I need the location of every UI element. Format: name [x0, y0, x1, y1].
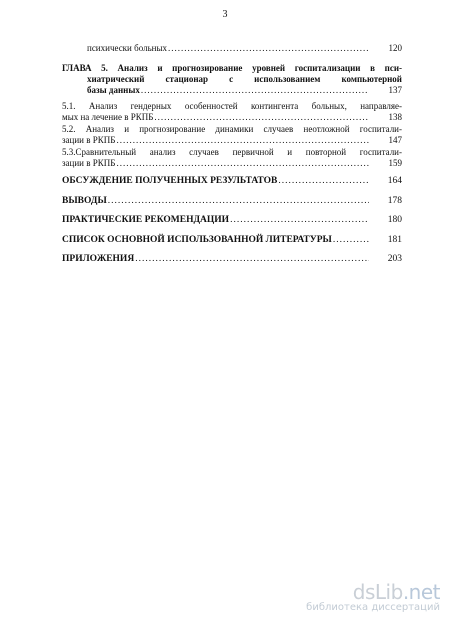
- toc-entry-text: зации в РКПБ: [62, 158, 116, 168]
- toc-page-number: 203: [387, 254, 402, 264]
- toc-entry-text: ОБСУЖДЕНИЕ ПОЛУЧЕННЫХ РЕЗУЛЬТАТОВ: [62, 176, 278, 186]
- leader-dots: [278, 176, 369, 187]
- toc-entry-text: 5.1. Анализ гендерных особенностей контингента больных, направляе-: [62, 101, 402, 111]
- toc-entry-text: зации в РКПБ: [62, 135, 116, 145]
- toc-entry-appendices: [62, 254, 402, 265]
- toc-entry-text: ПРИЛОЖЕНИЯ: [62, 254, 135, 264]
- toc-entry-text: 5.2. Анализ и прогнозирование динамики случаев неотложной госпитали-: [62, 124, 402, 134]
- toc-entry-practical-recommendations: [62, 215, 402, 226]
- toc-page-number: 181: [387, 235, 402, 245]
- toc-page-number: 120: [388, 43, 402, 53]
- leader-dots: [116, 135, 369, 146]
- leader-dots: [333, 235, 369, 246]
- toc-entry-text: ВЫВОДЫ: [62, 196, 107, 206]
- toc-page-number: 137: [388, 85, 402, 95]
- watermark-logo-main: dsLib: [352, 580, 403, 604]
- toc-entry-text: базы данных: [87, 85, 140, 95]
- watermark-logo-tld: .net: [402, 580, 440, 604]
- toc-entry-section-5-3: [62, 147, 402, 169]
- toc-entry-text: хиатрический стационар с использованием компьютерной: [87, 74, 402, 84]
- toc-entry-section-5-2: [62, 124, 402, 146]
- toc-page-number: 147: [388, 135, 402, 145]
- toc-entry-text: 5.3.Сравнительный анализ случаев первичной и повторной госпитали-: [62, 147, 402, 157]
- toc-page-number: 159: [388, 158, 402, 168]
- leader-dots: [154, 112, 369, 123]
- toc-entry-text: мых на лечение в РКПБ: [62, 112, 154, 122]
- toc-entry-text: ПРАКТИЧЕСКИЕ РЕКОМЕНДАЦИИ: [62, 215, 230, 225]
- toc-entry-references: [62, 235, 402, 246]
- toc-page-number: 164: [387, 176, 402, 186]
- leader-dots: [141, 85, 369, 96]
- toc-entry-text: СПИСОК ОСНОВНОЙ ИСПОЛЬЗОВАННОЙ ЛИТЕРАТУРЫ: [62, 235, 332, 245]
- page-number: 3: [222, 9, 228, 20]
- toc-entry-chapter-5: [62, 63, 402, 96]
- toc-entry-section-5-1: [62, 101, 402, 123]
- leader-dots: [135, 254, 369, 265]
- dslib-watermark: [306, 580, 440, 613]
- leader-dots: [168, 43, 369, 54]
- leader-dots: [116, 158, 369, 169]
- toc-page-number: 178: [387, 196, 402, 206]
- toc-entry-mentally-ill-continued: [62, 43, 402, 54]
- toc-entry-conclusions: [62, 196, 402, 207]
- leader-dots: [230, 215, 369, 226]
- watermark-subtitle: библиотека диссертаций: [306, 602, 440, 613]
- toc-entry-text: психически больных: [87, 43, 168, 53]
- leader-dots: [108, 196, 369, 207]
- toc-entry-text: ГЛАВА 5. Анализ и прогнозирование уровней госпитализации в пси-: [62, 63, 402, 73]
- watermark-logo: [306, 580, 440, 604]
- toc-page-number: 138: [388, 112, 402, 122]
- toc-entry-discussion: [62, 176, 402, 187]
- toc-page-number: 180: [387, 215, 402, 225]
